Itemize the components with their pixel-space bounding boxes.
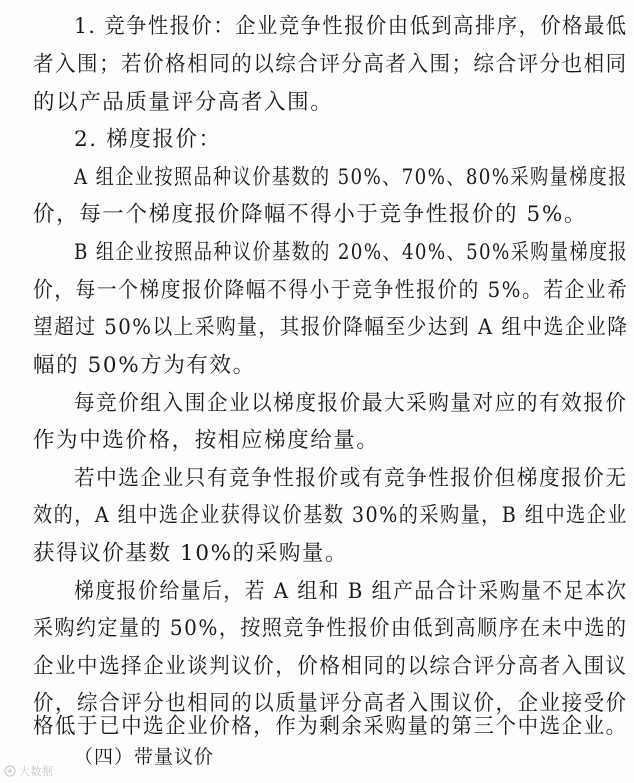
paragraph-winner-line-2: 作为中选价格，按相应梯度给量。 <box>33 428 380 453</box>
paragraph-invalid-line-3: 获得议价基数 10%的采购量。 <box>33 541 349 566</box>
paragraph-third-line-3: 企业中选择企业谈判议价，价格相同的以综合评分高者入围议 <box>33 654 628 679</box>
paragraph-third-line-4: 价，综合评分也相同的以质量评分高者入围议价，企业接受价 <box>33 691 628 716</box>
paragraph-a-line-1: A 组企业按照品种议价基数的 50%、70%、80%采购量梯度报 <box>74 165 628 190</box>
subheading-gradient-quote: 2. 梯度报价： <box>74 127 222 152</box>
paragraph-third-line-2: 采购约定量的 50%，按照竞争性报价由低到高顺序在未中选的 <box>33 616 628 641</box>
paragraph-1-line-3: 的以产品质量评分高者入围。 <box>33 90 334 115</box>
watermark-logo-icon <box>4 765 16 777</box>
paragraph-1-line-1: 1. 竞争性报价：企业竞争性报价由低到高排序，价格最低 <box>74 14 628 39</box>
paragraph-third-line-5: 格低于已中选企业价格，作为剩余采购量的第三个中选企业。 <box>33 714 628 739</box>
paragraph-b-line-3: 望超过 50%以上采购量，其报价降幅至少达到 A 组中选企业降 <box>33 315 629 340</box>
paragraph-winner-line-1: 每竞价组入围企业以梯度报价最大采购量对应的有效报价 <box>74 391 628 416</box>
watermark-text: 大数据 <box>19 765 54 778</box>
watermark <box>4 763 54 779</box>
paragraph-b-line-2: 价，每一个梯度报价降幅不得小于竞争性报价的 5%。若企业希 <box>33 278 629 303</box>
paragraph-invalid-line-1: 若中选企业只有竞争性报价或有竞争性报价但梯度报价无 <box>74 466 628 491</box>
paragraph-b-line-4: 幅的 50%方为有效。 <box>33 353 256 378</box>
paragraph-third-line-1: 梯度报价给量后，若 A 组和 B 组产品合计采购量不足本次 <box>74 579 628 604</box>
paragraph-b-line-1: B 组企业按照品种议价基数的 20%、40%、50%采购量梯度报 <box>74 240 629 265</box>
paragraph-invalid-line-2: 效的，A 组中选企业获得议价基数 30%的采购量，B 组中选企业 <box>33 503 628 528</box>
paragraph-a-line-2: 价，每一个梯度报价降幅不得小于竞争性报价的 5%。 <box>33 202 587 227</box>
paragraph-1-line-2: 者入围；若价格相同的以综合评分高者入围；综合评分也相同 <box>33 52 628 77</box>
section-heading-volume-negotiation: （四）带量议价 <box>74 746 215 768</box>
